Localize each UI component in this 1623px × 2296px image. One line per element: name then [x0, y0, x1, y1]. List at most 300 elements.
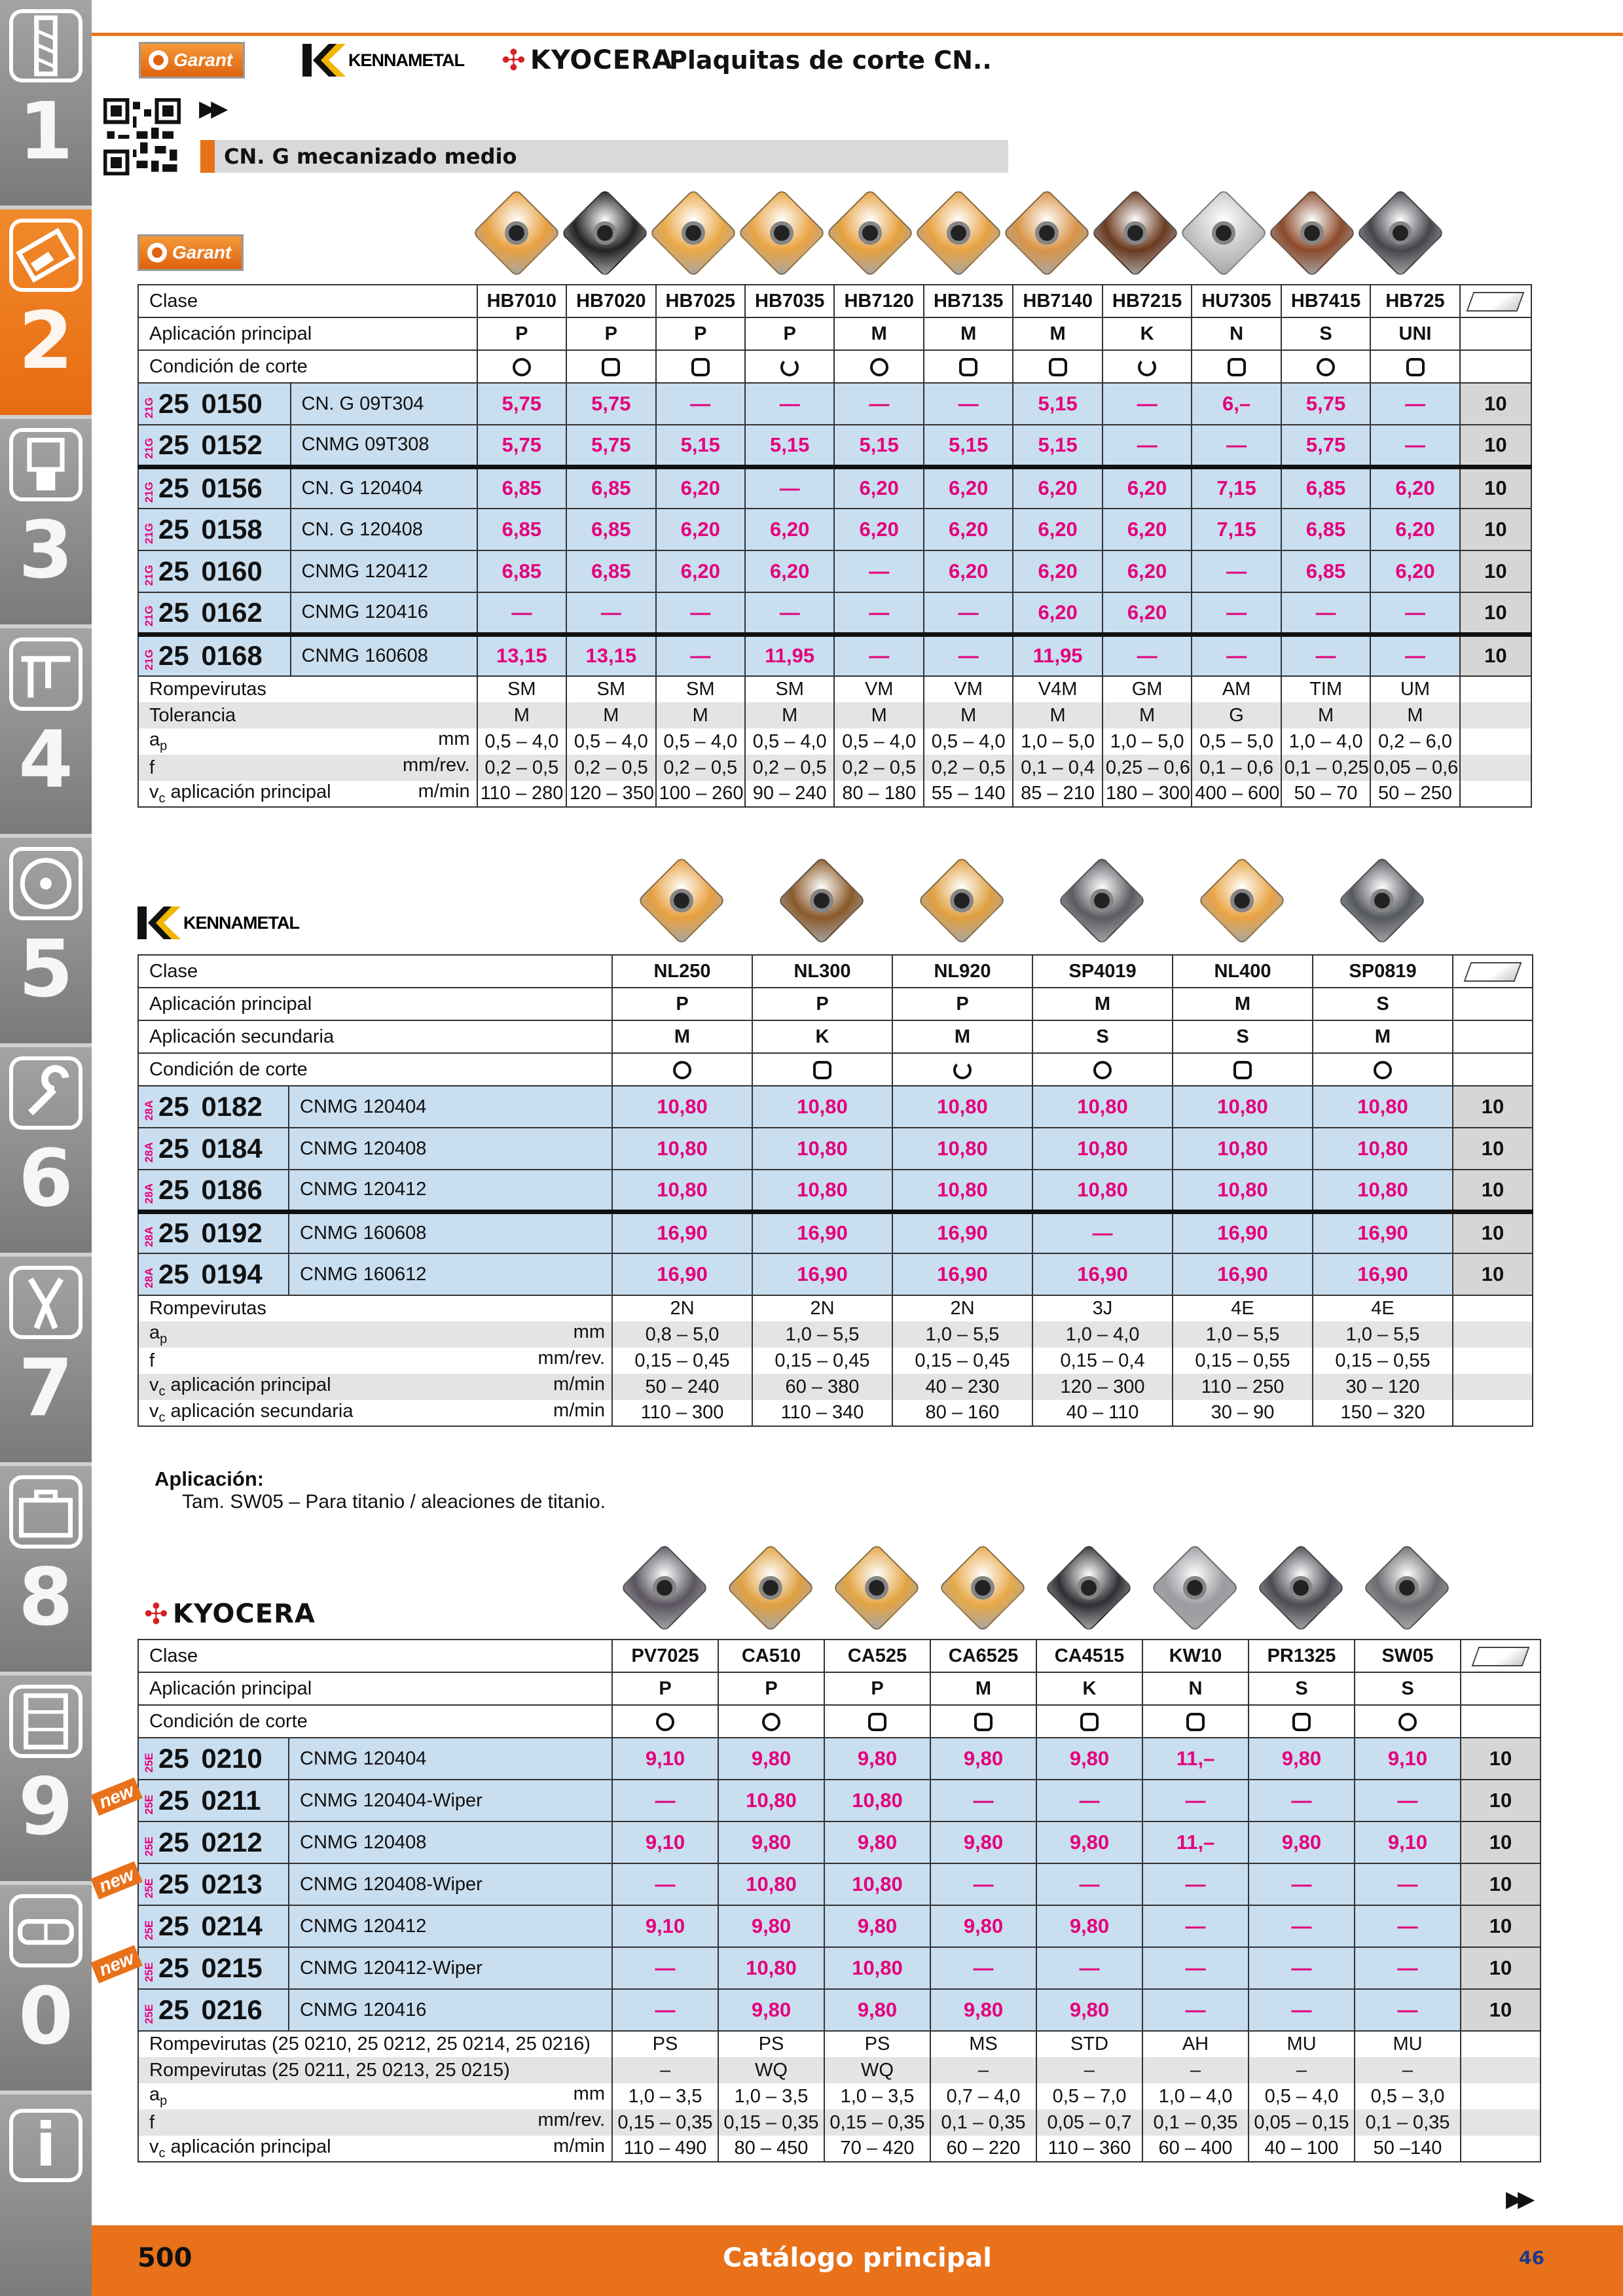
article-number [138, 467, 291, 509]
insert-model: CNMG 120408 [289, 1128, 612, 1170]
spec-value: 0,15 – 0,35 [718, 2109, 824, 2136]
article-number [138, 1170, 289, 1211]
cutting-condition [930, 1705, 1036, 1738]
article-prefix: 25 [158, 1133, 189, 1164]
cutting-condition [1192, 350, 1281, 383]
material-group: P [656, 317, 745, 350]
price-cell: 10,80 [892, 1086, 1032, 1128]
article-prefix: 25 [158, 1091, 189, 1122]
spec-value: 0,5 – 4,0 [566, 728, 655, 755]
spec-value: 80 – 160 [892, 1400, 1032, 1426]
spec-value: 0,1 – 0,35 [1142, 2109, 1249, 2136]
price-cell: 6,20 [1013, 550, 1102, 592]
price-cell: — [1370, 634, 1459, 676]
cutting-condition-circle-icon [673, 1061, 691, 1079]
article-number [138, 1780, 289, 1821]
pack-size: 10 [1453, 1211, 1533, 1253]
price-cell: 10,80 [824, 1863, 930, 1905]
price-cell: 6,85 [477, 509, 566, 550]
price-cell: 6,20 [1370, 467, 1459, 509]
price-cell: — [1355, 1989, 1461, 2031]
spec-value: – [1249, 2057, 1355, 2083]
price-cell: 10,80 [1313, 1086, 1453, 1128]
price-cell: — [477, 592, 566, 634]
insert-image [1178, 187, 1269, 279]
spec-value: 1,0 – 5,5 [1313, 1321, 1453, 1348]
article-prefix: 25 [158, 473, 189, 504]
price-cell: 16,90 [752, 1253, 892, 1295]
pack-size: 10 [1461, 1947, 1541, 1989]
price-cell: 10,80 [1032, 1086, 1173, 1128]
price-cell: 9,80 [930, 1905, 1036, 1947]
spec-label [138, 2136, 612, 2162]
empty-cell [1453, 1053, 1533, 1086]
toolbox-icon [9, 1475, 82, 1549]
drill-icon [9, 9, 82, 82]
material-group: M [834, 317, 923, 350]
cutting-condition [718, 1705, 824, 1738]
material-group: K [1103, 317, 1192, 350]
price-cell: — [745, 383, 834, 425]
price-cell: 6,20 [1103, 550, 1192, 592]
spec-value: 0,5 – 4,0 [656, 728, 745, 755]
spec-unit: mm [573, 1321, 605, 1342]
caliper-icon [9, 637, 82, 711]
table-row[interactable] [138, 1863, 1541, 1905]
cutting-condition [824, 1705, 930, 1738]
spec-value: 30 – 90 [1173, 1400, 1313, 1426]
spec-label [138, 702, 477, 728]
price-cell: — [930, 1947, 1036, 1989]
spec-value: 0,05 – 0,6 [1370, 755, 1459, 781]
page-ref-badge: 25E [143, 1836, 155, 1856]
page-ref-badge: 25E [143, 1920, 155, 1940]
grade-name: HB7010 [477, 285, 566, 317]
empty-cell [1453, 988, 1533, 1020]
header-row [138, 1705, 1541, 1738]
price-cell: — [1192, 550, 1281, 592]
chapter-tab-6[interactable] [0, 1047, 92, 1257]
table-row[interactable] [138, 1905, 1541, 1947]
article-number [138, 509, 291, 550]
price-cell: 10,80 [1173, 1128, 1313, 1170]
qr-code-icon[interactable] [103, 98, 181, 175]
cutting-condition-square-icon [1080, 1713, 1099, 1731]
chapter-number: 3 [18, 505, 73, 596]
price-cell: 10,80 [718, 1780, 824, 1821]
material-group: P [612, 1672, 718, 1705]
table-row[interactable] [138, 592, 1531, 634]
table-row[interactable] [138, 1821, 1541, 1863]
price-cell: 6,20 [745, 550, 834, 592]
table-row[interactable] [138, 1211, 1533, 1253]
article-code: 0192 [201, 1217, 263, 1249]
insert-model: CNMG 120412 [291, 550, 477, 592]
price-cell: — [1036, 1863, 1142, 1905]
page-ref-badge: 25E [143, 1878, 155, 1898]
table-row[interactable] [138, 1253, 1533, 1295]
price-cell: — [924, 634, 1013, 676]
spec-value: 400 – 600 [1192, 781, 1281, 807]
spec-value: WQ [824, 2057, 930, 2083]
price-cell: — [924, 592, 1013, 634]
material-group: P [477, 317, 566, 350]
spec-value: 0,2 – 0,5 [566, 755, 655, 781]
header-row [138, 350, 1531, 383]
price-cell: 10,80 [824, 1947, 930, 1989]
spec-row [138, 1321, 1533, 1348]
price-cell: — [1142, 1989, 1249, 2031]
spec-label [138, 1295, 612, 1321]
price-cell: 16,90 [612, 1211, 752, 1253]
insert-image [937, 1542, 1029, 1634]
article-number [138, 1947, 289, 1989]
table-row[interactable] [138, 425, 1531, 467]
spec-unit: m/min [418, 781, 470, 802]
page-ref-badge: 21G [143, 522, 155, 544]
page-number: 500 [137, 2243, 192, 2273]
table-row[interactable] [138, 1128, 1533, 1170]
table-row[interactable] [138, 1989, 1541, 2031]
wrench-icon [9, 1056, 82, 1130]
grade-name: SP0819 [1313, 955, 1453, 988]
info-glyph: i [35, 2110, 56, 2180]
spec-value: 50 –140 [1355, 2136, 1461, 2162]
price-cell: — [1370, 425, 1459, 467]
price-cell: — [1355, 1947, 1461, 1989]
spec-value: 0,7 – 4,0 [930, 2083, 1036, 2109]
cutting-condition-square-icon [959, 358, 977, 376]
spec-value: AH [1142, 2031, 1249, 2057]
spec-value: 0,1 – 0,35 [930, 2109, 1036, 2136]
chapter-tab-3[interactable] [0, 419, 92, 628]
price-cell: 9,80 [1249, 1821, 1355, 1863]
article-prefix: 25 [158, 514, 189, 545]
header-rule [92, 33, 1623, 36]
price-cell: 6,85 [1281, 509, 1370, 550]
spec-value: 0,1 – 0,6 [1192, 755, 1281, 781]
price-cell: 9,80 [718, 1821, 824, 1863]
insert-image [1043, 1542, 1135, 1634]
chapter-tab-8[interactable] [0, 1466, 92, 1676]
price-cell: 10,80 [1173, 1170, 1313, 1211]
spec-row [138, 2136, 1541, 2162]
spec-label-text2: aplicación principal [165, 1374, 331, 1396]
price-cell: 9,10 [612, 1821, 718, 1863]
spec-row [138, 728, 1531, 755]
garant-grade-table [137, 284, 1532, 808]
price-cell: 11,– [1142, 1738, 1249, 1780]
price-cell: 16,90 [752, 1211, 892, 1253]
grade-name: HB7215 [1103, 285, 1192, 317]
kennametal-section-logo: KENNAMETAL [137, 903, 299, 942]
spec-value: M [1281, 702, 1370, 728]
chapter-tab-4[interactable] [0, 628, 92, 838]
spec-value: 40 – 230 [892, 1374, 1032, 1400]
spec-label-text: v [149, 781, 159, 802]
spec-label-text2: aplicación principal [165, 781, 331, 802]
article-prefix: 25 [158, 1827, 189, 1857]
spec-value: VM [834, 676, 923, 702]
cutting-condition [834, 350, 923, 383]
info-icon [9, 2109, 82, 2182]
table-row[interactable] [138, 634, 1531, 676]
next-page-arrows-icon[interactable]: ▶▶ [1506, 2186, 1530, 2212]
price-cell: — [1103, 383, 1192, 425]
material-group: M [1313, 1020, 1453, 1053]
chapter-tab-7[interactable] [0, 1257, 92, 1466]
price-cell: — [566, 592, 655, 634]
insert-image [647, 187, 739, 279]
spec-value: STD [1036, 2031, 1142, 2057]
chapter-tab-5[interactable] [0, 838, 92, 1047]
header-row [138, 955, 1533, 988]
insert-model: CNMG 120408 [289, 1821, 612, 1863]
price-cell: 6,20 [834, 509, 923, 550]
cutting-condition [612, 1705, 718, 1738]
spec-label [138, 781, 477, 807]
insert-image [471, 187, 562, 279]
chapter-number: 8 [18, 1552, 73, 1643]
article-number [138, 1905, 289, 1947]
price-cell: — [930, 1780, 1036, 1821]
cutting-condition [892, 1053, 1032, 1086]
spec-label-text: Rompevirutas [149, 679, 266, 700]
chapter-number: 7 [18, 1343, 73, 1434]
price-cell: — [1370, 592, 1459, 634]
price-cell: 7,15 [1192, 467, 1281, 509]
kyocera-section-logo: ✣ KYOCERA [144, 1597, 316, 1631]
pack-box-icon [1467, 292, 1525, 312]
pack-box-icon [1464, 962, 1522, 982]
article-code: 0160 [201, 556, 263, 586]
cutting-condition [1142, 1705, 1249, 1738]
cutting-condition-square-icon [813, 1061, 831, 1079]
article-number [138, 592, 291, 634]
article-prefix: 25 [158, 1259, 189, 1289]
price-cell: 11,– [1142, 1821, 1249, 1863]
table-row[interactable] [138, 550, 1531, 592]
table-row[interactable] [138, 383, 1531, 425]
spec-value: 40 – 110 [1032, 1400, 1173, 1426]
article-code: 0214 [201, 1910, 263, 1941]
price-cell: 6,20 [924, 467, 1013, 509]
spec-unit: mm [438, 728, 470, 749]
spec-value: 50 – 250 [1370, 781, 1459, 807]
table-row[interactable] [138, 467, 1531, 509]
insert-image [831, 1542, 922, 1634]
price-cell: — [1370, 383, 1459, 425]
spec-value: M [1013, 702, 1102, 728]
price-cell: 16,90 [1313, 1211, 1453, 1253]
material-group: K [752, 1020, 892, 1053]
spec-unit: mm/rev. [403, 755, 470, 776]
price-cell: — [924, 383, 1013, 425]
cutting-condition [752, 1053, 892, 1086]
price-cell: — [612, 1989, 718, 2031]
insert-model: CNMG 160608 [291, 634, 477, 676]
clamping-chuck-icon [9, 428, 82, 501]
price-cell: 10,80 [612, 1170, 752, 1211]
insert-model: CNMG 160612 [289, 1253, 612, 1295]
insert-image [916, 855, 1008, 946]
spec-value: 2N [612, 1295, 752, 1321]
material-group: M [924, 317, 1013, 350]
insert-image [736, 187, 828, 279]
pack-size: 10 [1461, 1905, 1541, 1947]
price-cell: 6,85 [566, 467, 655, 509]
spec-value: 0,15 – 0,35 [612, 2109, 718, 2136]
price-cell: 5,75 [1281, 425, 1370, 467]
spec-value: G [1192, 702, 1281, 728]
cutting-condition [1103, 350, 1192, 383]
spec-value: MU [1249, 2031, 1355, 2057]
table-row[interactable] [138, 1947, 1541, 1989]
table-row[interactable] [138, 1086, 1533, 1128]
kyocera-grade-table [137, 1639, 1541, 2162]
table-row[interactable] [138, 1170, 1533, 1211]
spec-unit: m/min [553, 1400, 605, 1421]
spec-value: M [745, 702, 834, 728]
insert-model: CNMG 120404-Wiper [289, 1780, 612, 1821]
insert-image [636, 855, 727, 946]
chapter-tab-1[interactable] [0, 0, 92, 209]
chapter-tab-bar [0, 0, 92, 2296]
cutting-condition [1313, 1053, 1453, 1086]
spec-value: 3J [1032, 1295, 1173, 1321]
chapter-number: 2 [18, 296, 73, 387]
spec-value: WQ [718, 2057, 824, 2083]
header-row [138, 317, 1531, 350]
cutting-condition-difficult-icon [780, 358, 799, 376]
article-prefix: 25 [158, 1217, 189, 1249]
grade-name: SP4019 [1032, 955, 1173, 988]
material-group: P [824, 1672, 930, 1705]
article-prefix: 25 [158, 429, 189, 460]
spec-value: 30 – 120 [1313, 1374, 1453, 1400]
price-cell: — [612, 1780, 718, 1821]
spec-value: 0,15 – 0,45 [612, 1348, 752, 1374]
price-cell: 5,15 [656, 425, 745, 467]
price-cell: 13,15 [477, 634, 566, 676]
price-cell: 6,85 [1281, 550, 1370, 592]
spec-label-text: f [149, 757, 155, 778]
price-cell: 16,90 [1032, 1253, 1173, 1295]
pack-size-header [1461, 1640, 1541, 1672]
chapter-tab-info[interactable] [0, 2094, 92, 2296]
grade-name: HB7035 [745, 285, 834, 317]
chapter-tab-0[interactable] [0, 1885, 92, 2094]
insert-model: CNMG 120416 [289, 1989, 612, 2031]
spec-value: 110 – 490 [612, 2136, 718, 2162]
article-code: 0156 [201, 473, 263, 504]
price-cell: 5,75 [566, 383, 655, 425]
pack-size: 10 [1461, 1989, 1541, 2031]
price-cell: 10,80 [612, 1128, 752, 1170]
table-row[interactable] [138, 509, 1531, 550]
empty-cell [1460, 350, 1531, 383]
spec-label [138, 2109, 612, 2136]
price-cell: 9,80 [718, 1738, 824, 1780]
page-ref-badge: 21G [143, 649, 155, 671]
article-number [138, 1086, 289, 1128]
price-cell: 9,80 [1036, 1905, 1142, 1947]
price-cell: — [1103, 634, 1192, 676]
article-number [138, 1253, 289, 1295]
spec-label [138, 2057, 612, 2083]
spec-value: 0,2 – 6,0 [1370, 728, 1459, 755]
header-row [138, 1053, 1533, 1086]
price-cell: 10,80 [1032, 1170, 1173, 1211]
chapter-tab-2[interactable] [0, 209, 92, 419]
price-cell: 9,80 [1036, 1738, 1142, 1780]
article-number [138, 1211, 289, 1253]
price-cell: 6,20 [1013, 592, 1102, 634]
price-cell: 9,80 [930, 1989, 1036, 2031]
spec-value: 0,5 – 4,0 [477, 728, 566, 755]
article-code: 0162 [201, 596, 263, 628]
cutting-condition [1173, 1053, 1313, 1086]
empty-cell [1461, 2057, 1541, 2083]
insert-model: CNMG 120404 [289, 1086, 612, 1128]
spec-label [138, 755, 477, 781]
material-group: M [1013, 317, 1102, 350]
spec-value: 1,0 – 4,0 [1281, 728, 1370, 755]
price-cell: 11,95 [745, 634, 834, 676]
empty-cell [1453, 1020, 1533, 1053]
page-title: Plaquitas de corte CN.. [669, 46, 992, 75]
grade-name: HB7135 [924, 285, 1013, 317]
spec-value: – [612, 2057, 718, 2083]
chapter-tab-9[interactable] [0, 1676, 92, 1885]
chapter-number: 1 [18, 86, 73, 177]
insert-image [1355, 187, 1446, 279]
price-cell: — [1192, 592, 1281, 634]
insert-model: CNMG 120412 [289, 1905, 612, 1947]
kyocera-logo: ✣ KYOCERA [501, 43, 673, 77]
spec-value: VM [924, 676, 1013, 702]
price-cell: 6,20 [656, 467, 745, 509]
workshop-cabinet-icon [9, 1685, 82, 1758]
insert-image [776, 855, 867, 946]
garant-section-logo: Garant [137, 233, 244, 272]
spec-label-sub: p [160, 738, 168, 753]
price-cell: 10,80 [892, 1128, 1032, 1170]
spec-value: 0,5 – 7,0 [1036, 2083, 1142, 2109]
spec-value: 2N [892, 1295, 1032, 1321]
price-cell: 16,90 [1173, 1211, 1313, 1253]
article-number [138, 634, 291, 676]
spec-value: M [1103, 702, 1192, 728]
forward-arrows-icon[interactable]: ▶▶ [199, 96, 223, 122]
spec-label-text: v [149, 2136, 159, 2157]
price-cell: 5,75 [1281, 383, 1370, 425]
table-row[interactable] [138, 1738, 1541, 1780]
grinding-disc-icon [9, 847, 82, 920]
new-badge: new [90, 1945, 142, 1983]
cutting-condition-circle-icon [656, 1713, 674, 1731]
row-label: Aplicación principal [138, 988, 612, 1020]
empty-cell [1461, 1705, 1541, 1738]
material-group: S [1173, 1020, 1313, 1053]
price-cell: — [1036, 1947, 1142, 1989]
price-cell: 6,20 [656, 550, 745, 592]
empty-cell [1460, 755, 1531, 781]
article-code: 0150 [201, 388, 263, 419]
table-row[interactable] [138, 1780, 1541, 1821]
pliers-icon [9, 1266, 82, 1339]
section-title: CN. G mecanizado medio [224, 144, 517, 169]
